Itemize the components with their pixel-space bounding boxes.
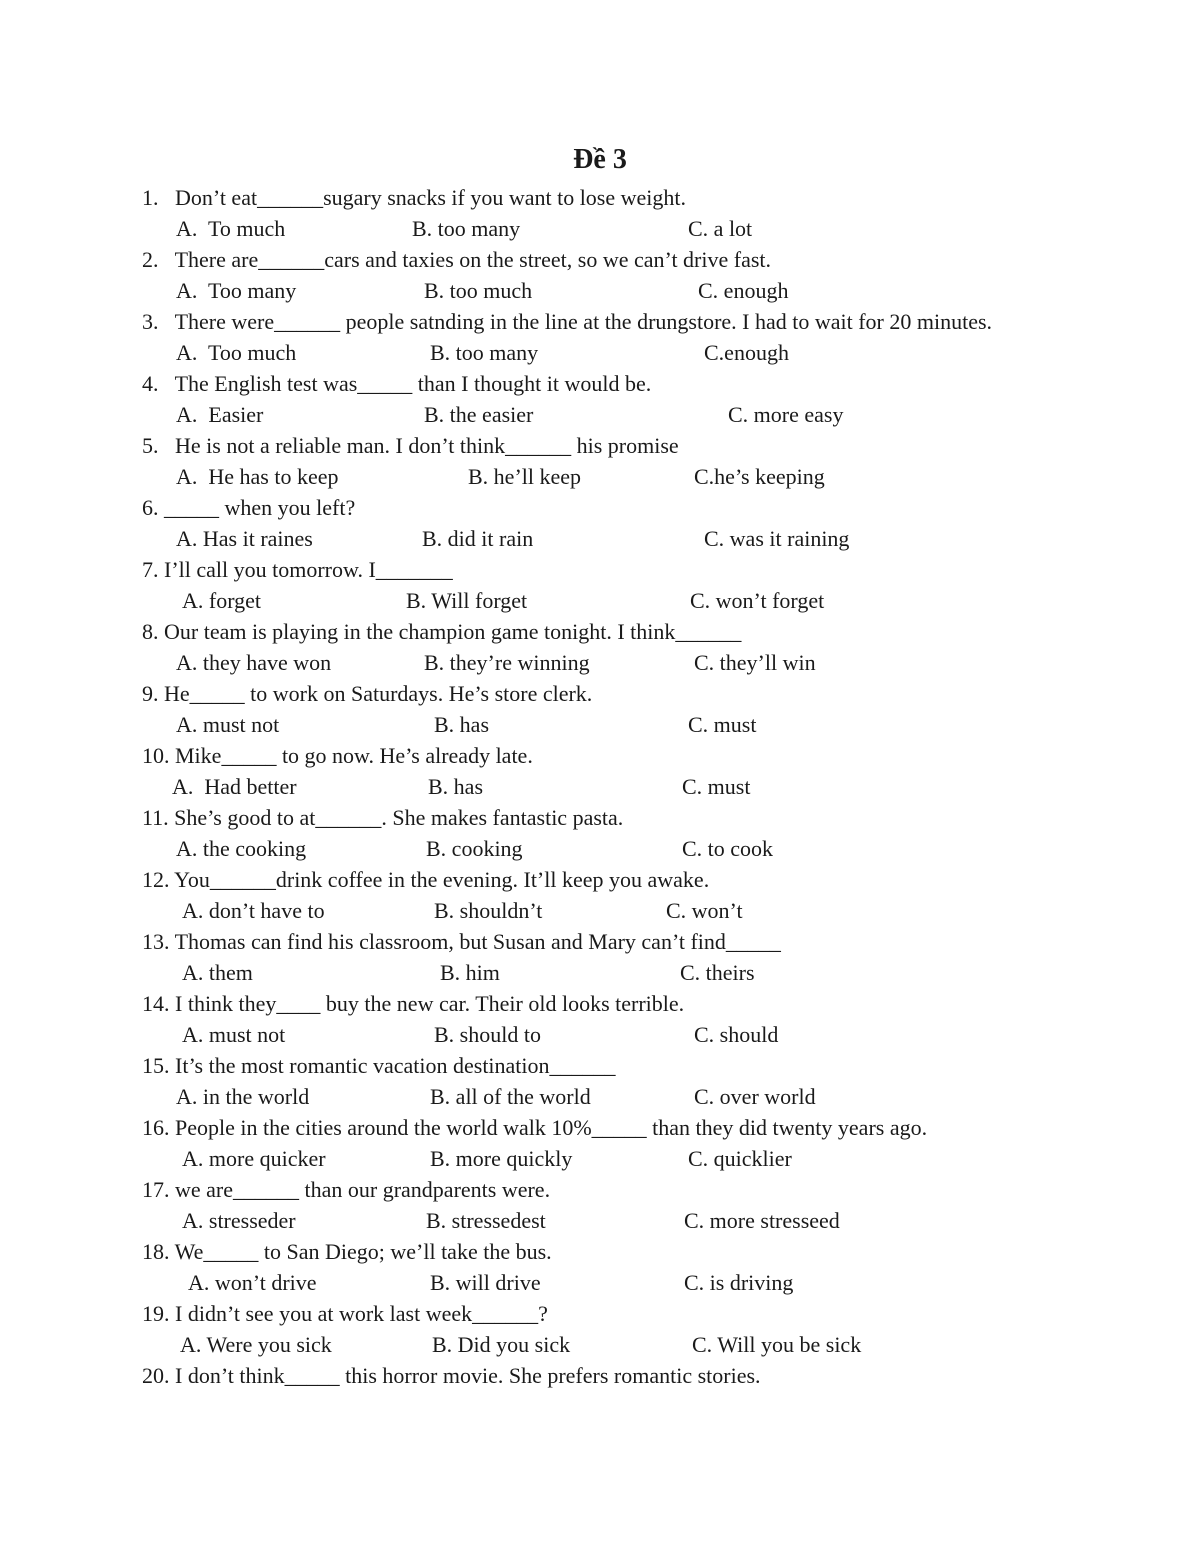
answer-option: B. too much xyxy=(424,278,533,303)
answer-option: A. Were you sick xyxy=(180,1332,332,1357)
page-title: Đề 3 xyxy=(573,144,627,175)
answer-option: C. over world xyxy=(694,1084,816,1109)
answer-option: C. theirs xyxy=(680,960,755,985)
question-text: 7. I’ll call you tomorrow. I_______ xyxy=(142,557,453,582)
answer-option: A. them xyxy=(182,960,253,985)
answer-option: C. a lot xyxy=(688,216,753,241)
question-text: 13. Thomas can find his classroom, but Susan and Mary can’t find_____ xyxy=(142,929,781,954)
question-text: 20. I don’t think_____ this horror movie. She prefers romantic stories. xyxy=(142,1363,761,1388)
answer-option: A. more quicker xyxy=(182,1146,326,1171)
answer-option: A. Too much xyxy=(176,340,297,365)
answer-option: A. in the world xyxy=(176,1084,310,1109)
answer-option: C.enough xyxy=(704,340,789,365)
answer-option: C. must xyxy=(682,774,751,799)
answer-option: B. stressedest xyxy=(426,1208,546,1233)
answer-option: A. He has to keep xyxy=(176,464,339,489)
answer-option: B. Did you sick xyxy=(432,1332,571,1357)
question-text: 2. There are______cars and taxies on the street, so we can’t drive fast. xyxy=(142,247,772,272)
answer-option: B. more quickly xyxy=(430,1146,573,1171)
answer-option: C. won’t forget xyxy=(690,588,825,613)
question-text: 17. we are______ than our grandparents were. xyxy=(142,1177,551,1202)
answer-option: C. they’ll win xyxy=(694,650,816,675)
question-text: 9. He_____ to work on Saturdays. He’s store clerk. xyxy=(142,681,593,706)
answer-option: A. Had better xyxy=(172,774,297,799)
question-text: 6. _____ when you left? xyxy=(142,495,356,520)
answer-option: B. cooking xyxy=(426,836,523,861)
answer-option: B. has xyxy=(434,712,489,737)
answer-option: A. must not xyxy=(176,712,280,737)
question-text: 4. The English test was_____ than I thought it would be. xyxy=(142,371,652,396)
answer-option: C. to cook xyxy=(682,836,774,861)
answer-option: B. him xyxy=(440,960,500,985)
question-text: 16. People in the cities around the world walk 10%_____ than they did twenty years ago. xyxy=(142,1115,928,1140)
answer-option: C. quicklier xyxy=(688,1146,792,1171)
answer-option: B. the easier xyxy=(424,402,534,427)
answer-option: A. To much xyxy=(176,216,286,241)
answer-option: C.he’s keeping xyxy=(694,464,825,489)
answer-option: B. did it rain xyxy=(422,526,534,551)
question-text: 11. She’s good to at______. She makes fantastic pasta. xyxy=(142,805,624,830)
answer-option: C. enough xyxy=(698,278,789,303)
question-text: 3. There were______ people satnding in the line at the drungstore. I had to wait for 20 minutes. xyxy=(142,309,993,334)
answer-option: C. is driving xyxy=(684,1270,794,1295)
answer-option: C. more stresseed xyxy=(684,1208,840,1233)
question-text: 5. He is not a reliable man. I don’t think______ his promise xyxy=(142,433,679,458)
answer-option: B. has xyxy=(428,774,483,799)
question-text: 19. I didn’t see you at work last week______? xyxy=(142,1301,548,1326)
answer-option: B. they’re winning xyxy=(424,650,590,675)
answer-option: A. won’t drive xyxy=(188,1270,317,1295)
question-text: 14. I think they____ buy the new car. Their old looks terrible. xyxy=(142,991,685,1016)
question-text: 10. Mike_____ to go now. He’s already late. xyxy=(142,743,533,768)
answer-option: C. was it raining xyxy=(704,526,850,551)
answer-option: A. stresseder xyxy=(182,1208,296,1233)
question-text: 1. Don’t eat______sugary snacks if you want to lose weight. xyxy=(142,185,687,210)
answer-option: B. should to xyxy=(434,1022,541,1047)
answer-option: B. shouldn’t xyxy=(434,898,543,923)
answer-option: B. all of the world xyxy=(430,1084,591,1109)
question-text: 18. We_____ to San Diego; we’ll take the bus. xyxy=(142,1239,552,1264)
answer-option: C. more easy xyxy=(728,402,844,427)
question-text: 15. It’s the most romantic vacation destination______ xyxy=(142,1053,616,1078)
answer-option: A. Easier xyxy=(176,402,264,427)
answer-option: A. they have won xyxy=(176,650,332,675)
answer-option: C. should xyxy=(694,1022,779,1047)
answer-option: B. Will forget xyxy=(406,588,528,613)
answer-option: A. Too many xyxy=(176,278,297,303)
question-text: 8. Our team is playing in the champion game tonight. I think______ xyxy=(142,619,742,644)
answer-option: C. Will you be sick xyxy=(692,1332,862,1357)
answer-option: B. will drive xyxy=(430,1270,541,1295)
question-text: 12. You______drink coffee in the evening. It’ll keep you awake. xyxy=(142,867,710,892)
answer-option: C. must xyxy=(688,712,757,737)
answer-option: C. won’t xyxy=(666,898,743,923)
answer-option: A. must not xyxy=(182,1022,286,1047)
answer-option: A. Has it raines xyxy=(176,526,313,551)
answer-option: B. too many xyxy=(430,340,539,365)
answer-option: A. forget xyxy=(182,588,262,613)
answer-option: A. don’t have to xyxy=(182,898,325,923)
answer-option: B. too many xyxy=(412,216,521,241)
answer-option: A. the cooking xyxy=(176,836,307,861)
answer-option: B. he’ll keep xyxy=(468,464,582,489)
